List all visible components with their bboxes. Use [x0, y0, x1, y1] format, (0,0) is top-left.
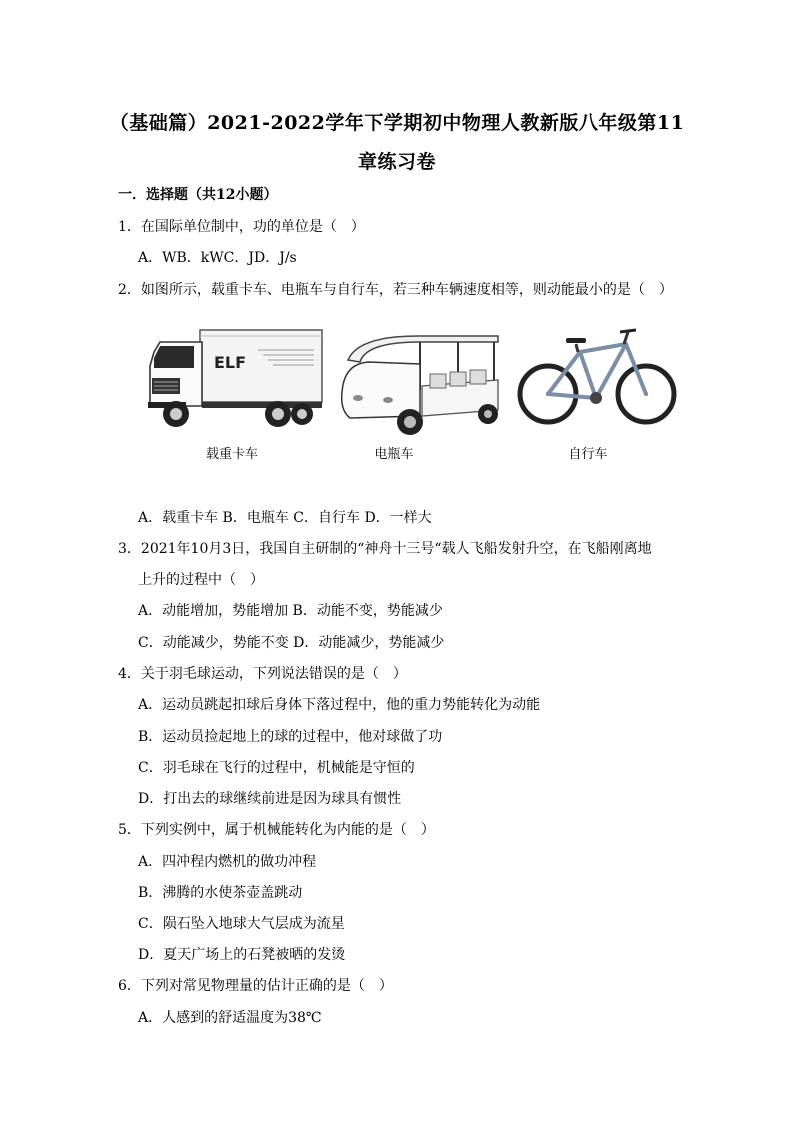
question-6-stem: 6．下列对常见物理量的估计正确的是（ ）	[118, 978, 393, 994]
question-5-stem: 5．下列实例中，属于机械能转化为内能的是（ ）	[118, 822, 435, 838]
question-4-option-b: B．运动员捡起地上的球的过程中，他对球做了功	[138, 729, 443, 745]
question-5-option-c: C．陨石坠入地球大气层成为流星	[138, 916, 345, 932]
question-3-options-line2: C．动能减少，势能不变 D．动能减少，势能减少	[138, 635, 445, 651]
question-4-option-c: C．羽毛球在飞行的过程中，机械能是守恒的	[138, 760, 415, 776]
truck-image	[138, 322, 328, 434]
document-title-line2: 章练习卷	[357, 151, 436, 173]
question-1-options: A．WB．kWC．JD．J/s	[138, 250, 297, 266]
question-5-option-a: A．四冲程内燃机的做功冲程	[138, 854, 317, 870]
section-heading: 一．选择题（共12小题）	[118, 187, 278, 203]
question-5-option-d: D．夏天广场上的石凳被晒的发烫	[138, 947, 346, 963]
question-3-stem-line1: 3．2021年10月3日，我国自主研制的“神舟十三号“载人飞船发射升空，在飞船刚离地	[118, 541, 652, 557]
electric-cart-image	[338, 330, 508, 440]
question-2-stem: 2．如图所示，载重卡车、电瓶车与自行车，若三种车辆速度相等，则动能最小的是（ ）	[118, 282, 673, 298]
question-2-options: A．载重卡车 B．电瓶车 C．自行车 D．一样大	[138, 510, 432, 526]
caption-truck: 载重卡车	[205, 447, 258, 462]
bicycle-image	[516, 322, 680, 434]
question-3-options-line1: A．动能增加，势能增加 B．动能不变，势能减少	[138, 603, 443, 619]
caption-bicycle: 自行车	[568, 447, 608, 462]
truck-logo-text: ELF	[214, 353, 247, 372]
question-4-option-a: A．运动员跳起扣球后身体下落过程中，他的重力势能转化为动能	[138, 697, 541, 713]
caption-electric-cart: 电瓶车	[374, 447, 414, 462]
document-title-line1: （基础篇）2021-2022学年下学期初中物理人教新版八年级第11	[109, 112, 685, 134]
question-5-option-b: B．沸腾的水使茶壶盖跳动	[138, 885, 303, 901]
question-4-option-d: D．打出去的球继续前进是因为球具有惯性	[138, 791, 402, 807]
question-6-option-a: A．人感到的舒适温度为38℃	[138, 1010, 322, 1026]
question-4-stem: 4．关于羽毛球运动，下列说法错误的是（ ）	[118, 666, 407, 682]
question-3-stem-line2: 上升的过程中（ ）	[138, 572, 264, 588]
question-1-stem: 1．在国际单位制中，功的单位是（ ）	[118, 219, 365, 235]
